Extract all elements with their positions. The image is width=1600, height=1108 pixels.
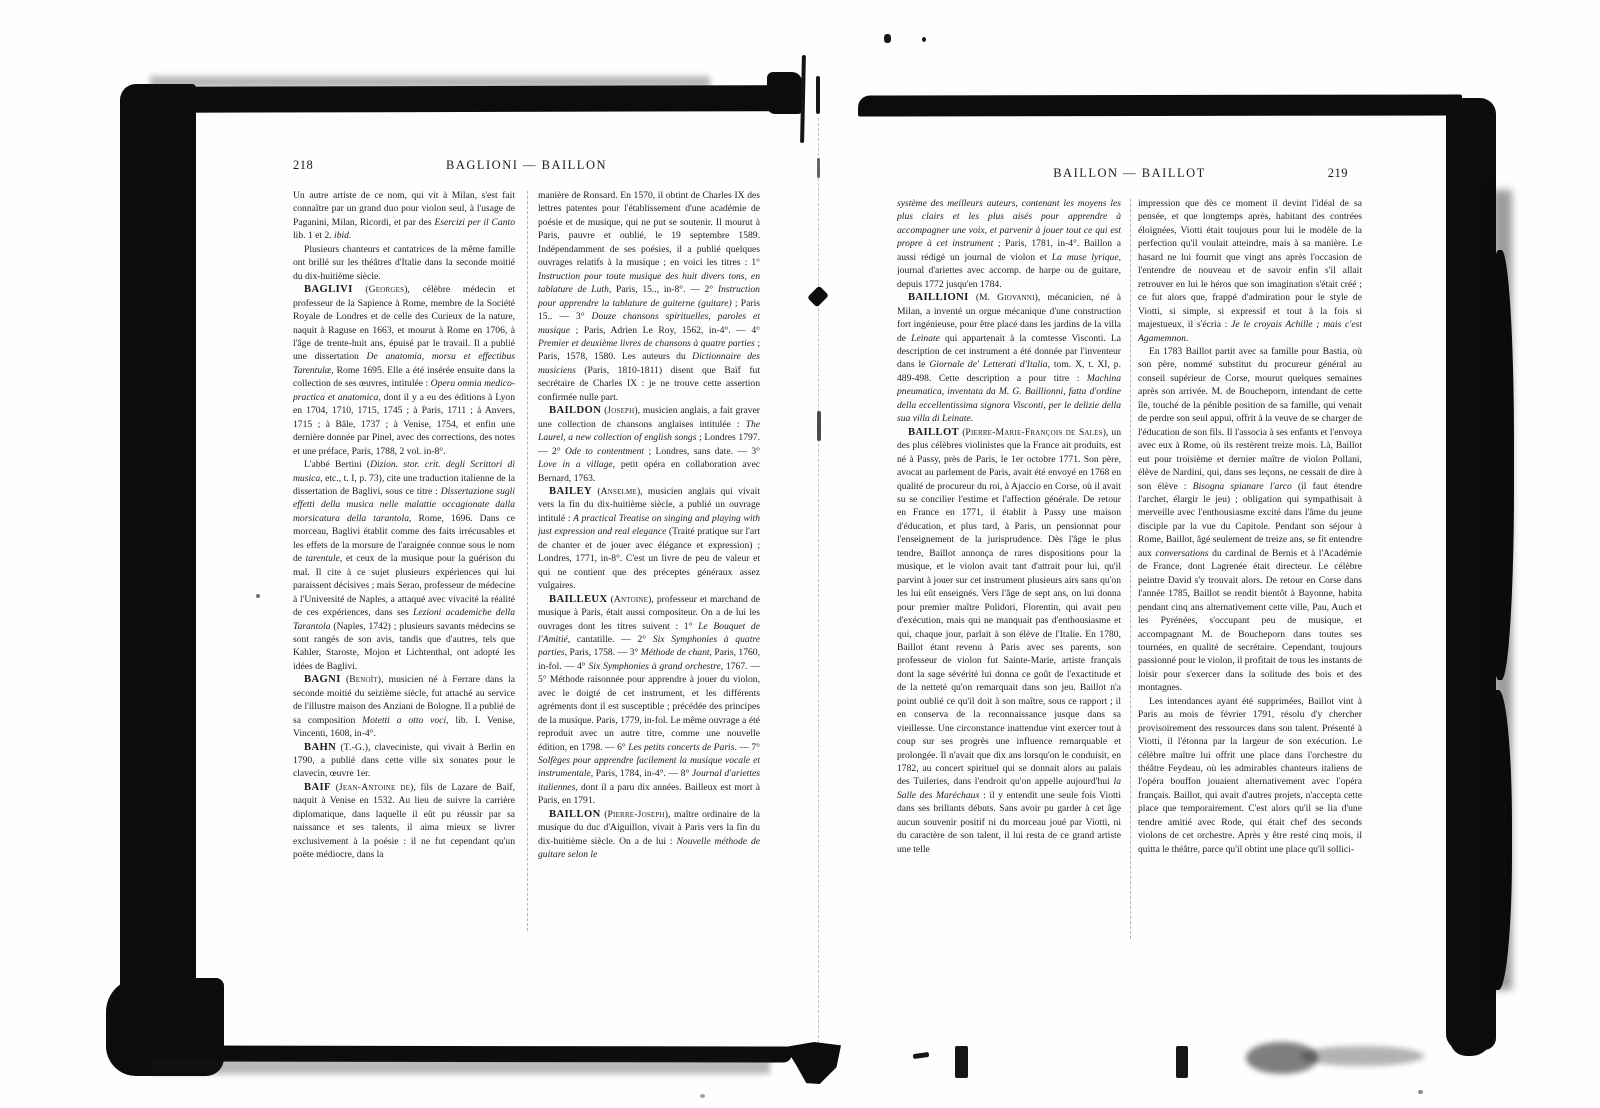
paragraph: L'abbé Bertini (Dizion. stor. crit. degli Scrittori di musica, etc., t. I, p. 73), cite une traduction italienne de la dissertation de Baglivi, sous ce titre : Dissertazione sugli effetti della musica nelle malattie occagionate dalla morsicatura della tarantola, Rome, 1696. Dans ce morceau, Baglivi établit comme des faits irrécusables et les effets de la morsure de l'araignée connue sous le nom de tarentule, et ceux de la musique pour la guérison du mal. Il cite à ce sujet plusieurs expériences qui lui paraissent décisives ; mais Serao, professeur de médecine à l'Université de Naples, a attaqué avec vivacité la réalité de ces expériences, dans ses Lezioni academiche della Tarantola (Naples, 1742) ; plusieurs savants médecins se sont rangés de son avis, tandis que d'autres, tels que Kahler, Staroste, Mojon et Lichtenthal, ont adopté les idées de Baglivi. — [293, 459, 515, 672]
text-column-2 — [538, 189, 760, 981]
scan-speck — [922, 37, 926, 42]
paragraph: BAILDON (Joseph), musicien anglais, a fait graver une collection de chansons anglaises intitulée : The Laurel, a new collection of english songs ; Londres 1797. — 2° Ode to contentment ; Londres, sans date. — 3° Love in a village, petit opéra en collaboration avec Bernard, 1763. — [538, 405, 760, 484]
scan-speck — [1418, 1090, 1423, 1094]
scan-speck — [1300, 1046, 1424, 1066]
page-right-columns — [897, 197, 1362, 989]
scan-noise-bottom-left — [150, 1058, 770, 1074]
scan-border-right-tail — [1450, 1016, 1492, 1056]
column-rule-left — [527, 191, 528, 931]
scan-noise-right — [1492, 190, 1512, 990]
paragraph: Un autre artiste de ce nom, qui vit à Milan, s'est fait connaître par un grand duo pour violon seul, à l'usage de Paganini, Milan, Ricordi, et par des Esercizi per il Canto lib. 1 et 2. ibid. — [293, 190, 515, 242]
scan-speck — [700, 1094, 705, 1098]
paragraph: BAIF (Jean-Antoine de), fils de Lazare de Baïf, naquit à Venise en 1532. Au lieu de suivre la carrière diplomatique, dans laquelle il eût pu réussir par sa naissance et ses talents, il aima mieux se livrer exclusivement à la poésie : il ne fut cependant qu'un poëte médiocre, dans la — [293, 781, 515, 861]
paragraph: manière de Ronsard. En 1570, il obtint de Charles IX des lettres patentes pour l'établissement d'une académie de poésie et de musique, qui ne put se soutenir. Il mourut à Paris, pauvre et oublié, le 19 septembre 1589. Indépendamment de ses poésies, il a publié quelques ouvrages relatifs à la musique ; en voici les titres : 1° Instruction pour toute musique des huit divers tons, en tablature de Luth, Paris, 15.., in-8°. — 2° Instruction pour apprendre la tablature de guiterne (guitare) ; Paris 15.. — 3° Douze chansons spirituelles, paroles et musique ; Paris, Adrien Le Roy, 1562, in-4°. — 4° Premier et deuxième livres de chansons à quatre parties ; Paris, 1578, 1580. Les auteurs du Dictionnaire des musiciens (Paris, 1810-1811) disent que Baïf fut secrétaire de Charles IX : je ne trouve cette assertion confirmée nulle part. — [538, 190, 760, 403]
paragraph: BAGLIVI (Georges), célèbre médecin et professeur de la Sapience à Rome, membre de la Société Royale de Londres et de celle des Curieux de la nature, naquit à Raguse en 1663, et mourut à Rome en 1706, à l'âge de trente-huit ans, épuisé par le travail. Il a publié une dissertation De anatomia, morsu et effectibus Tarentulæ, Rome 1695. Elle a été insérée ensuite dans la collection de ses œuvres, intitulée : Opera omnia medico-practica et anatomica, dont il y a eu des éditions à Lyon en 1704, 1710, 1715, 1745 ; à Paris, 1711 ; à Anvers, 1715 ; à Bâle, 1737 ; à Venise, 1754, et enfin une dernière donnée par Pinel, avec des corrections, des notes et une préface, Paris, 1788, 2 vol. in-8°. — [293, 284, 515, 457]
scan-noise-top-left — [150, 76, 710, 88]
paragraph: BAHN (T.-G.), claveciniste, qui vivait à Berlin en 1790, a publié dans cette ville six sonates pour le clavecin, œuvre 1er. — [293, 741, 515, 780]
text-column-3 — [897, 197, 1121, 989]
paragraph: BAILLIONI (M. Giovanni), mécanicien, né à Milan, a inventé un orgue mécanique d'une construction fort ingénieuse, pour être placé dans les jardins de la villa de Leinate qui appartenait à la comtesse Visconti. La description de cet instrument a été donnée par l'inventeur dans le Giornale de' Letterati d'Italia, tom. X, t. XI, p. 489-498. Cette description a pour titre : Machina pneumatica, inventata da M. G. Baillionni, fatta d'ordine della eccellentissima signora Visconti, per le delizie della sua villa di Leinate. — [897, 292, 1121, 425]
paragraph: BAILLON (Pierre-Joseph), maître ordinaire de la musique du duc d'Aiguillon, vivait à Paris vers la fin du dix-huitième siècle. On a de lui : Nouvelle méthode de guitare selon le — [538, 808, 760, 861]
paragraph: impression que dès ce moment il devint l'idéal de sa pensée, et que longtemps après, habitant des contrées éloignées, Viotti était toujours pour lui le modèle de la perfection qu'il voulait atteindre, mais à sa manière. Le hasard ne lui fournit que vingt ans après l'occasion de l'entendre de nouveau et de savoir enfin s'il allait retrouver en lui le héros que son imagination s'était créé ; ce fut alors que, frappé d'admiration pour le style de Viotti, si simple, si expressif et tout à la fois si majestueux, il s'écria : Je le croyais Achille ; mais c'est Agamemnon. — [1138, 198, 1362, 344]
scan-border-left — [120, 84, 196, 1076]
scan-speck — [884, 34, 891, 43]
page-right — [897, 166, 1362, 989]
scan-line-top-center — [800, 55, 806, 143]
page-left-header — [293, 158, 760, 176]
scan-border-top-left-page — [126, 85, 792, 113]
paragraph: En 1783 Baillot partit avec sa famille pour Bastia, où son père, nommé substitut du procureur général au conseil supérieur de Corse, mourut quelques semaines après son arrivée. M. de Boucheporn, intendant de cette île, touché de la pénible position de sa famille, qui venait de perdre son seul appui, offrit à la veuve de se charger de l'éducation de son fils. Il l'associa à ses enfants et l'envoya avec eux à Rome, où ils restèrent treize mois. Là, Baillot eut pour troisième et dernier maître de violon Pollani, élève de Nardini, qui, dans ses leçons, ne cessait de dire à son élève : Bisogna spianare l'arco (il faut étendre l'archet, élargir le jeu) ; obligation qui sympathisait à merveille avec l'enthousiasme excité dans l'âme du jeune disciple par la vue du Capitole. Pendant son séjour à Rome, Baillot, âgé seulement de treize ans, se fit entendre aux conversations du cardinal de Bernis et à l'Académie de France, dont Lagrenée était directeur. Le célèbre peintre David s'y trouvait alors. De retour en Corse dans l'année 1785, Baillot se rendit bientôt à Bayonne, habita pendant cinq ans alternativement cette ville, Pau, Auch et les Pyrénées, s'occupant peu de musique, et accompagnant M. de Boucheporn dans toutes ses tournées, en qualité de secrétaire. Cependant, toujours passionné pour le violon, il profitait de tous les instants de loisir pour s'exercer dans la solitude des bois et des montagnes. — [1138, 345, 1362, 694]
page-left — [293, 158, 760, 981]
scan-speck — [913, 1052, 930, 1059]
text-column-1 — [293, 189, 515, 981]
paragraph: BAGNI (Benoît), musicien né à Ferrare dans la seconde moitié du seizième siècle, fut attaché au service de l'illustre maison des Anziani de Bologne. Il a publié de sa composition Motetti a otto voci, lib. I. Venise, Vincenti, 1608, in-4°. — [293, 674, 515, 740]
scan-blot-top-center — [767, 72, 802, 114]
scan-speck — [256, 594, 260, 598]
page-right-header — [897, 166, 1362, 184]
column-rule-right — [1130, 199, 1131, 939]
column-gap-left — [515, 189, 538, 981]
paragraph: BAILEY (Anselme), musicien anglais qui vivait vers la fin du dix-huitième siècle, a publié un ouvrage intitulé : A practical Treatise on singing and playing with just expression and real elegance (Traité pratique sur l'art de chanter et de jouer avec élégance et expression) ; Londres, 1771, in-8°. C'est un livre de peu de valeur et qui ne contient que des préceptes généraux assez vulgaires. — [538, 485, 760, 592]
scan-blot-bottom-center — [785, 1042, 841, 1084]
text-column-4 — [1138, 197, 1362, 989]
page-number-right: 219 — [1327, 166, 1348, 180]
gutter-mark-upper — [817, 158, 820, 178]
paragraph: BAILLEUX (Antoine), professeur et marchand de musique à Paris, était aussi compositeur. On a de lui les ouvrages dont les titres suivent : 1° Le Bouquet de l'Amitié, cantatille. — 2° Six Symphonies à quatre parties, Paris, 1758. — 3° Méthode de chant, Paris, 1760, in-fol. — 4° Six Symphonies à grand orchestre, 1767. — 5° Méthode raisonnée pour apprendre à jouer du violon, avec le doigté de cet instrument, et les différents agréments dont il est susceptible ; précédée des principes de la musique. Paris, 1779, in-fol. Le même ouvrage a été reproduit avec un autre titre, comme une nouvelle édition, en 1798. — 6° Les petits concerts de Paris. — 7° Solfèges pour apprendre facilement la musique vocale et instrumentale, Paris, 1784, in-4°. — 8° Journal d'ariettes italiennes, dont il a paru dix années. Bailleux est mort à Paris, en 1791. — [538, 593, 760, 807]
gutter-ink-spot — [807, 286, 829, 308]
scan-speck — [955, 1046, 968, 1078]
paragraph: système des meilleurs auteurs, contenant les moyens les plus clairs et les plus aisés pour apprendre à accompagner une voix, et parvenir à jouer tout ce qui est propre à cet instrument ; Paris, 1781, in-4°. Baillon a aussi rédigé un journal de violon et La muse lyrique, journal d'ariettes avec accomp. de harpe ou de guitare, depuis 1772 jusqu'en 1784. — [897, 198, 1121, 290]
gutter-fold-line — [818, 118, 819, 1043]
page-number-left: 218 — [293, 158, 314, 172]
gutter-mark-top — [816, 76, 820, 114]
running-head-left: BAGLIONI — BAILLON — [445, 158, 607, 172]
scan-speck — [1176, 1046, 1188, 1078]
gutter-ink-dash — [817, 411, 821, 441]
paragraph: Les intendances ayant été supprimées, Baillot vint à Paris au mois de février 1791, résolu d'y chercher provisoirement des ressources dans son talent. Présenté à Viotti, il l'étonna par la largeur de son exécution. Le célèbre maître lui offrit une place dans l'orchestre du théâtre Feydeau, où les admirables chanteurs italiens de l'opéra bouffon jouaient alternativement avec l'opéra français. Baillot, qui avait d'autres projets, n'accepta cette place que temporairement. C'est alors qu'il se lia d'une tendre amitié avec Rode, qui était chef des seconds violons de cet orchestre. Après y être resté cinq mois, il quitta le théâtre, parce qu'il obtint une place qu'il sollici- — [1138, 695, 1362, 855]
page-left-columns — [293, 189, 760, 981]
scan-border-top-right-page — [858, 94, 1462, 116]
column-gap-right — [1121, 197, 1138, 989]
paragraph: Plusieurs chanteurs et cantatrices de la même famille ont brillé sur les théâtres d'Italie dans la seconde moitié du dix-huitième siècle. — [293, 243, 515, 282]
running-head-right: BAILLON — BAILLOT — [1053, 166, 1206, 180]
paragraph: BAILLOT (Pierre-Marie-François de Sales), un des plus célèbres violinistes que la France ait produits, est né à Passy, près de Paris, le 1er octobre 1771. Son père, avocat au parlement de Paris, avait été envoyé en 1768 en qualité de procureur du roi, à Ajaccio en Corse, où il avait su se concilier l'estime et l'affection générale. De retour en France en 1771, il établit à Passy une maison d'éducation, et plus tard, à Paris, un pensionnat pour l'enseignement de la jurisprudence. Dès l'âge le plus tendre, Baillot annonça de rares dispositions pour la musique, et le violon avait tant d'attrait pour lui, qu'il parvint à jouer sur cet instrument plusieurs airs sans qu'on les lui eût enseignés. Vers l'âge de sept ans, on lui donna pour premier maître Polidori, Florentin, qui avait peu d'exécution, mais qui ne manquait pas d'enthousiasme et qui, chaque jour, parlait à son élève de l'Italie. En 1780, Baillot étant revenu à Paris avec ses parents, son professeur de violon fut Sainte-Marie, artiste français dont la sage sévérité lui donna ce goût de l'exactitude et de la netteté qu'on remarquait dans son jeu. Baillot n'a point oublié ce qu'il doit à son maître, sous ce rapport ; il en conserva de la reconnaissance jusque dans sa vieillesse. Une circonstance inattendue vint exercer tout à coup sur ses progrès une influence remarquable et prolongée. Il n'avait que dix ans lorsqu'on le conduisit, en 1782, au concert spirituel qui se donnait alors au palais des Tuileries, dans l'endroit qu'on appelle aujourd'hui la Salle des Maréchaux : il y entendit une seule fois Viotti dans ses brillants débuts. Sans avoir pu garder à cet âge aucun souvenir positif ni du morceau joué par Viotti, ni du caractère de son talent, il lui resta de ce grand artiste une telle — [897, 426, 1121, 855]
